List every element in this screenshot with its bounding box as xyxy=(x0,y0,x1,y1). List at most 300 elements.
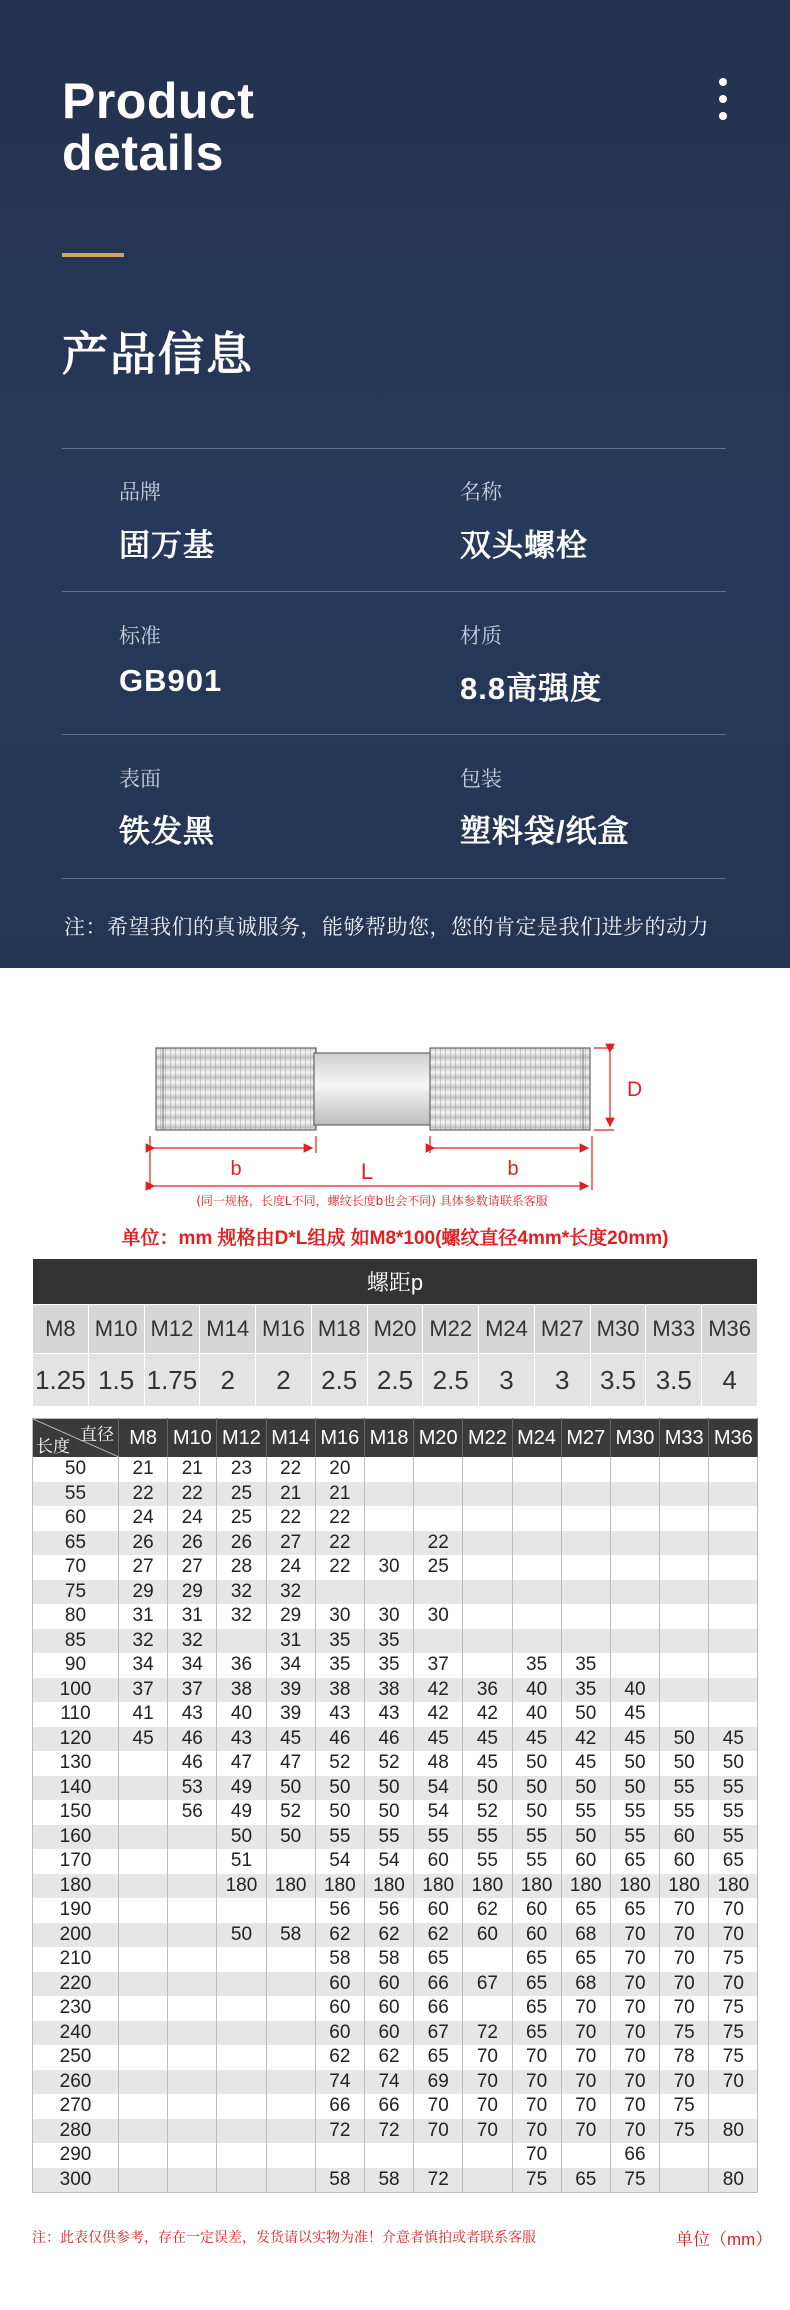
table-cell: 35 xyxy=(315,1653,364,1678)
table-cell: 180 xyxy=(315,1874,364,1899)
table-cell: 21 xyxy=(119,1457,168,1482)
table-cell: 55 xyxy=(709,1800,758,1825)
length-cell: 160 xyxy=(33,1825,119,1850)
table-cell: 70 xyxy=(610,1923,659,1948)
table-cell: 34 xyxy=(266,1653,315,1678)
table-cell xyxy=(266,2094,315,2119)
table-cell: 66 xyxy=(364,2094,413,2119)
table-cell xyxy=(709,1580,758,1605)
table-cell xyxy=(709,1482,758,1507)
table-cell xyxy=(119,1972,168,1997)
table-cell: 60 xyxy=(660,1849,709,1874)
column-header: M36 xyxy=(709,1419,758,1458)
table-row xyxy=(33,1825,758,1850)
table-cell: 58 xyxy=(315,2168,364,2193)
table-cell xyxy=(463,1555,512,1580)
table-cell xyxy=(119,2070,168,2095)
table-cell xyxy=(512,1555,561,1580)
table-cell xyxy=(266,2143,315,2168)
table-cell xyxy=(512,1604,561,1629)
table-row xyxy=(33,1800,758,1825)
table-cell: 60 xyxy=(414,1849,463,1874)
table-cell xyxy=(217,1996,266,2021)
footer-unit-label: 单位（mm） xyxy=(676,2230,773,2249)
table-cell xyxy=(561,1506,610,1531)
table-cell: 70 xyxy=(660,1923,709,1948)
column-header: M8 xyxy=(119,1419,168,1458)
table-cell xyxy=(660,1653,709,1678)
pitch-value-cell: 3 xyxy=(479,1354,535,1407)
table-cell xyxy=(709,1457,758,1482)
table-cell: 65 xyxy=(512,1947,561,1972)
table-cell: 180 xyxy=(266,1874,315,1899)
table-cell: 42 xyxy=(414,1702,463,1727)
table-row xyxy=(33,1751,758,1776)
table-cell: 75 xyxy=(709,1947,758,1972)
table-cell xyxy=(414,1629,463,1654)
table-cell: 65 xyxy=(709,1849,758,1874)
table-cell: 30 xyxy=(315,1604,364,1629)
table-cell: 60 xyxy=(463,1923,512,1948)
length-cell: 270 xyxy=(33,2094,119,2119)
table-cell: 24 xyxy=(266,1555,315,1580)
column-header: M20 xyxy=(414,1419,463,1458)
table-cell: 45 xyxy=(414,1727,463,1752)
pitch-value-cell: 1.25 xyxy=(33,1354,89,1407)
table-cell: 50 xyxy=(610,1776,659,1801)
table-cell: 45 xyxy=(463,1727,512,1752)
table-cell: 32 xyxy=(119,1629,168,1654)
length-cell: 120 xyxy=(33,1727,119,1752)
pitch-spec-cell: M36 xyxy=(702,1305,758,1354)
table-cell: 56 xyxy=(168,1800,217,1825)
table-cell xyxy=(315,2143,364,2168)
info-label-packaging: 包装 xyxy=(460,768,502,791)
table-cell: 35 xyxy=(364,1653,413,1678)
column-header: M16 xyxy=(315,1419,364,1458)
table-cell: 22 xyxy=(266,1506,315,1531)
table-cell xyxy=(315,1580,364,1605)
table-cell: 51 xyxy=(217,1849,266,1874)
table-cell: 65 xyxy=(610,1849,659,1874)
column-header: M10 xyxy=(168,1419,217,1458)
table-cell: 46 xyxy=(168,1751,217,1776)
table-cell xyxy=(266,1849,315,1874)
table-cell xyxy=(217,2143,266,2168)
table-cell: 50 xyxy=(561,1825,610,1850)
table-cell: 180 xyxy=(610,1874,659,1899)
table-cell xyxy=(266,2119,315,2144)
table-cell xyxy=(709,2143,758,2168)
table-cell xyxy=(119,2143,168,2168)
stud-bolt-diagram xyxy=(0,968,790,1258)
table-cell: 67 xyxy=(463,1972,512,1997)
table-cell: 40 xyxy=(610,1678,659,1703)
table-cell xyxy=(119,1923,168,1948)
table-cell xyxy=(561,1531,610,1556)
table-cell xyxy=(660,1506,709,1531)
table-cell: 60 xyxy=(660,1825,709,1850)
length-cell: 240 xyxy=(33,2021,119,2046)
table-cell: 21 xyxy=(266,1482,315,1507)
length-cell: 180 xyxy=(33,1874,119,1899)
table-cell: 70 xyxy=(660,1996,709,2021)
table-cell: 62 xyxy=(463,1898,512,1923)
table-cell: 45 xyxy=(119,1727,168,1752)
table-cell: 70 xyxy=(561,2094,610,2119)
table-cell xyxy=(217,1947,266,1972)
table-cell: 70 xyxy=(512,2045,561,2070)
table-row xyxy=(33,1629,758,1654)
table-cell: 70 xyxy=(561,2045,610,2070)
table-cell: 50 xyxy=(217,1825,266,1850)
table-cell: 40 xyxy=(512,1702,561,1727)
table-cell: 70 xyxy=(660,2070,709,2095)
table-cell: 74 xyxy=(315,2070,364,2095)
column-header: M14 xyxy=(266,1419,315,1458)
table-cell: 30 xyxy=(364,1555,413,1580)
table-row xyxy=(33,1727,758,1752)
table-cell: 43 xyxy=(168,1702,217,1727)
table-cell xyxy=(119,1874,168,1899)
table-row xyxy=(33,2094,758,2119)
pitch-value-cell: 1.75 xyxy=(144,1354,200,1407)
table-cell: 65 xyxy=(610,1898,659,1923)
table-cell: 22 xyxy=(266,1457,315,1482)
table-cell xyxy=(168,1923,217,1948)
length-cell: 50 xyxy=(33,1457,119,1482)
table-cell: 42 xyxy=(561,1727,610,1752)
table-cell: 180 xyxy=(217,1874,266,1899)
table-cell: 45 xyxy=(709,1727,758,1752)
table-cell: 55 xyxy=(414,1825,463,1850)
table-row xyxy=(33,1849,758,1874)
table-cell xyxy=(709,2094,758,2119)
table-cell xyxy=(561,1555,610,1580)
table-cell: 21 xyxy=(315,1482,364,1507)
table-cell: 46 xyxy=(364,1727,413,1752)
table-cell: 50 xyxy=(315,1776,364,1801)
length-cell: 70 xyxy=(33,1555,119,1580)
table-cell: 31 xyxy=(168,1604,217,1629)
table-cell: 55 xyxy=(315,1825,364,1850)
table-cell xyxy=(414,1580,463,1605)
table-cell xyxy=(561,1482,610,1507)
table-cell: 65 xyxy=(561,1947,610,1972)
table-cell: 42 xyxy=(463,1702,512,1727)
table-cell: 70 xyxy=(610,1972,659,1997)
table-cell xyxy=(364,1531,413,1556)
table-cell xyxy=(168,1849,217,1874)
table-cell: 70 xyxy=(512,2119,561,2144)
table-cell: 25 xyxy=(414,1555,463,1580)
pitch-value-cell: 2 xyxy=(200,1354,256,1407)
table-cell xyxy=(463,1996,512,2021)
length-cell: 85 xyxy=(33,1629,119,1654)
table-cell: 32 xyxy=(217,1604,266,1629)
table-cell: 37 xyxy=(168,1678,217,1703)
table-cell xyxy=(119,2094,168,2119)
table-cell xyxy=(119,1898,168,1923)
table-cell xyxy=(463,1580,512,1605)
table-cell xyxy=(119,2119,168,2144)
bolt-shape xyxy=(156,1048,590,1130)
table-cell: 75 xyxy=(709,2045,758,2070)
pitch-spec-row xyxy=(33,1305,758,1354)
table-cell: 55 xyxy=(709,1825,758,1850)
length-cell: 220 xyxy=(33,1972,119,1997)
table-cell: 70 xyxy=(561,1996,610,2021)
table-row xyxy=(33,1678,758,1703)
table-row xyxy=(33,1898,758,1923)
table-cell: 60 xyxy=(364,2021,413,2046)
table-cell xyxy=(709,1506,758,1531)
pitch-value-cell: 3.5 xyxy=(590,1354,646,1407)
table-cell: 20 xyxy=(315,1457,364,1482)
table-cell: 34 xyxy=(168,1653,217,1678)
length-cell: 200 xyxy=(33,1923,119,1948)
table-cell xyxy=(119,1776,168,1801)
table-cell: 70 xyxy=(660,1898,709,1923)
table-cell xyxy=(561,1629,610,1654)
table-cell xyxy=(660,1580,709,1605)
table-row xyxy=(33,1972,758,1997)
table-cell xyxy=(266,2045,315,2070)
table-cell xyxy=(168,2119,217,2144)
table-cell: 50 xyxy=(266,1776,315,1801)
table-cell xyxy=(168,2168,217,2193)
table-cell xyxy=(168,2045,217,2070)
title-line-1: Product xyxy=(62,73,255,129)
table-cell: 50 xyxy=(364,1800,413,1825)
pitch-spec-cell: M24 xyxy=(479,1305,535,1354)
table-cell xyxy=(414,1482,463,1507)
table-cell xyxy=(610,1506,659,1531)
table-cell xyxy=(217,2021,266,2046)
table-cell xyxy=(364,1457,413,1482)
table-cell xyxy=(168,2070,217,2095)
table-cell: 55 xyxy=(463,1849,512,1874)
table-cell xyxy=(168,1972,217,1997)
table-cell xyxy=(119,2168,168,2193)
table-cell: 25 xyxy=(217,1506,266,1531)
table-cell: 54 xyxy=(414,1776,463,1801)
table-cell: 50 xyxy=(512,1800,561,1825)
pitch-spec-cell: M18 xyxy=(311,1305,367,1354)
info-value-standard: GB901 xyxy=(119,663,223,698)
divider xyxy=(62,878,726,879)
table-cell: 60 xyxy=(315,1996,364,2021)
table-cell: 52 xyxy=(266,1800,315,1825)
table-cell: 52 xyxy=(463,1800,512,1825)
table-cell: 32 xyxy=(266,1580,315,1605)
table-cell: 67 xyxy=(414,2021,463,2046)
table-cell xyxy=(168,2094,217,2119)
length-cell: 80 xyxy=(33,1604,119,1629)
table-cell: 35 xyxy=(364,1629,413,1654)
column-header: M33 xyxy=(660,1419,709,1458)
table-cell: 31 xyxy=(266,1629,315,1654)
table-cell xyxy=(414,1457,463,1482)
accent-divider xyxy=(62,253,124,257)
section-subtitle: 产品信息 xyxy=(62,328,254,380)
table-cell: 62 xyxy=(364,1923,413,1948)
table-cell: 72 xyxy=(364,2119,413,2144)
length-cell: 190 xyxy=(33,1898,119,1923)
pitch-spec-cell: M27 xyxy=(534,1305,590,1354)
table-cell: 35 xyxy=(512,1653,561,1678)
table-cell: 26 xyxy=(217,1531,266,1556)
table-cell: 27 xyxy=(168,1555,217,1580)
table-cell: 50 xyxy=(512,1751,561,1776)
table-cell: 70 xyxy=(709,1898,758,1923)
table-cell: 70 xyxy=(414,2119,463,2144)
length-cell: 170 xyxy=(33,1849,119,1874)
table-cell: 22 xyxy=(168,1482,217,1507)
table-cell: 60 xyxy=(512,1898,561,1923)
table-cell xyxy=(512,1531,561,1556)
table-cell: 70 xyxy=(561,2070,610,2095)
length-table xyxy=(32,1418,758,2193)
table-cell: 66 xyxy=(414,1996,463,2021)
length-cell: 130 xyxy=(33,1751,119,1776)
table-cell: 32 xyxy=(217,1580,266,1605)
table-cell: 40 xyxy=(512,1678,561,1703)
table-row xyxy=(33,1457,758,1482)
table-cell: 39 xyxy=(266,1702,315,1727)
table-cell xyxy=(463,1531,512,1556)
table-cell xyxy=(168,1874,217,1899)
table-cell: 70 xyxy=(512,2143,561,2168)
table-cell: 50 xyxy=(709,1751,758,1776)
corner-label-length: 长度 xyxy=(36,1437,70,1456)
table-cell: 68 xyxy=(561,1923,610,1948)
more-menu-icon[interactable] xyxy=(712,74,734,124)
table-cell xyxy=(266,1898,315,1923)
table-cell: 37 xyxy=(414,1653,463,1678)
table-cell: 70 xyxy=(660,1972,709,1997)
table-cell xyxy=(217,2168,266,2193)
info-value-packaging: 塑料袋/纸盒 xyxy=(460,814,630,849)
info-value-material: 8.8高强度 xyxy=(460,671,603,706)
table-cell: 70 xyxy=(463,2094,512,2119)
pitch-spec-cell: M33 xyxy=(646,1305,702,1354)
table-cell xyxy=(217,2045,266,2070)
table-cell xyxy=(660,1702,709,1727)
pitch-value-cell: 2.5 xyxy=(311,1354,367,1407)
column-header: M18 xyxy=(364,1419,413,1458)
table-cell xyxy=(119,1849,168,1874)
table-cell: 55 xyxy=(364,1825,413,1850)
table-cell xyxy=(660,1555,709,1580)
table-cell: 26 xyxy=(119,1531,168,1556)
table-cell: 180 xyxy=(364,1874,413,1899)
pitch-value-cell: 1.5 xyxy=(88,1354,144,1407)
info-label-material: 材质 xyxy=(460,625,502,648)
table-cell xyxy=(610,1580,659,1605)
table-cell: 52 xyxy=(364,1751,413,1776)
table-cell xyxy=(660,1604,709,1629)
table-cell: 70 xyxy=(709,1972,758,1997)
table-cell: 70 xyxy=(561,2021,610,2046)
pitch-spec-cell: M22 xyxy=(423,1305,479,1354)
length-table-body xyxy=(33,1457,758,2193)
table-cell xyxy=(561,2143,610,2168)
table-cell: 55 xyxy=(512,1849,561,1874)
table-cell: 75 xyxy=(660,2094,709,2119)
length-cell: 55 xyxy=(33,1482,119,1507)
length-cell: 110 xyxy=(33,1702,119,1727)
table-cell: 43 xyxy=(217,1727,266,1752)
table-cell: 70 xyxy=(610,1996,659,2021)
pitch-spec-cell: M30 xyxy=(590,1305,646,1354)
table-cell: 55 xyxy=(610,1800,659,1825)
table-cell: 22 xyxy=(315,1506,364,1531)
product-details-header xyxy=(0,0,790,968)
dimension-d-label: D xyxy=(627,1078,643,1101)
table-cell xyxy=(168,2021,217,2046)
table-cell xyxy=(709,1604,758,1629)
table-cell: 45 xyxy=(610,1702,659,1727)
table-row xyxy=(33,2021,758,2046)
table-cell: 80 xyxy=(709,2168,758,2193)
table-cell: 60 xyxy=(512,1923,561,1948)
table-cell: 75 xyxy=(709,1996,758,2021)
table-cell xyxy=(217,2094,266,2119)
table-cell: 65 xyxy=(512,1996,561,2021)
table-cell xyxy=(217,1972,266,1997)
length-cell: 210 xyxy=(33,1947,119,1972)
length-cell: 260 xyxy=(33,2070,119,2095)
table-cell: 68 xyxy=(561,1972,610,1997)
table-cell: 60 xyxy=(315,1972,364,1997)
table-cell: 30 xyxy=(364,1604,413,1629)
length-cell: 250 xyxy=(33,2045,119,2070)
table-cell xyxy=(364,1482,413,1507)
table-cell: 58 xyxy=(266,1923,315,1948)
table-cell: 75 xyxy=(660,2119,709,2144)
divider xyxy=(62,448,726,449)
table-cell: 38 xyxy=(315,1678,364,1703)
length-cell: 280 xyxy=(33,2119,119,2144)
table-cell: 38 xyxy=(364,1678,413,1703)
table-cell xyxy=(709,1629,758,1654)
table-cell: 54 xyxy=(414,1800,463,1825)
table-cell: 70 xyxy=(709,2070,758,2095)
table-row xyxy=(33,2143,758,2168)
table-cell: 22 xyxy=(414,1531,463,1556)
pitch-value-cell: 3.5 xyxy=(646,1354,702,1407)
table-cell xyxy=(512,1629,561,1654)
table-cell: 65 xyxy=(561,1898,610,1923)
table-cell: 70 xyxy=(512,2094,561,2119)
table-cell: 70 xyxy=(512,2070,561,2095)
table-cell: 35 xyxy=(561,1678,610,1703)
table-cell xyxy=(610,1653,659,1678)
length-cell: 230 xyxy=(33,1996,119,2021)
table-cell: 36 xyxy=(463,1678,512,1703)
table-cell: 75 xyxy=(709,2021,758,2046)
table-cell: 50 xyxy=(463,1776,512,1801)
table-cell: 58 xyxy=(364,2168,413,2193)
title-line-2: details xyxy=(62,125,224,181)
table-cell: 22 xyxy=(119,1482,168,1507)
pitch-value-cell: 2 xyxy=(256,1354,312,1407)
table-row xyxy=(33,2168,758,2193)
table-cell: 50 xyxy=(217,1923,266,1948)
pitch-spec-cell: M20 xyxy=(367,1305,423,1354)
table-cell: 49 xyxy=(217,1800,266,1825)
